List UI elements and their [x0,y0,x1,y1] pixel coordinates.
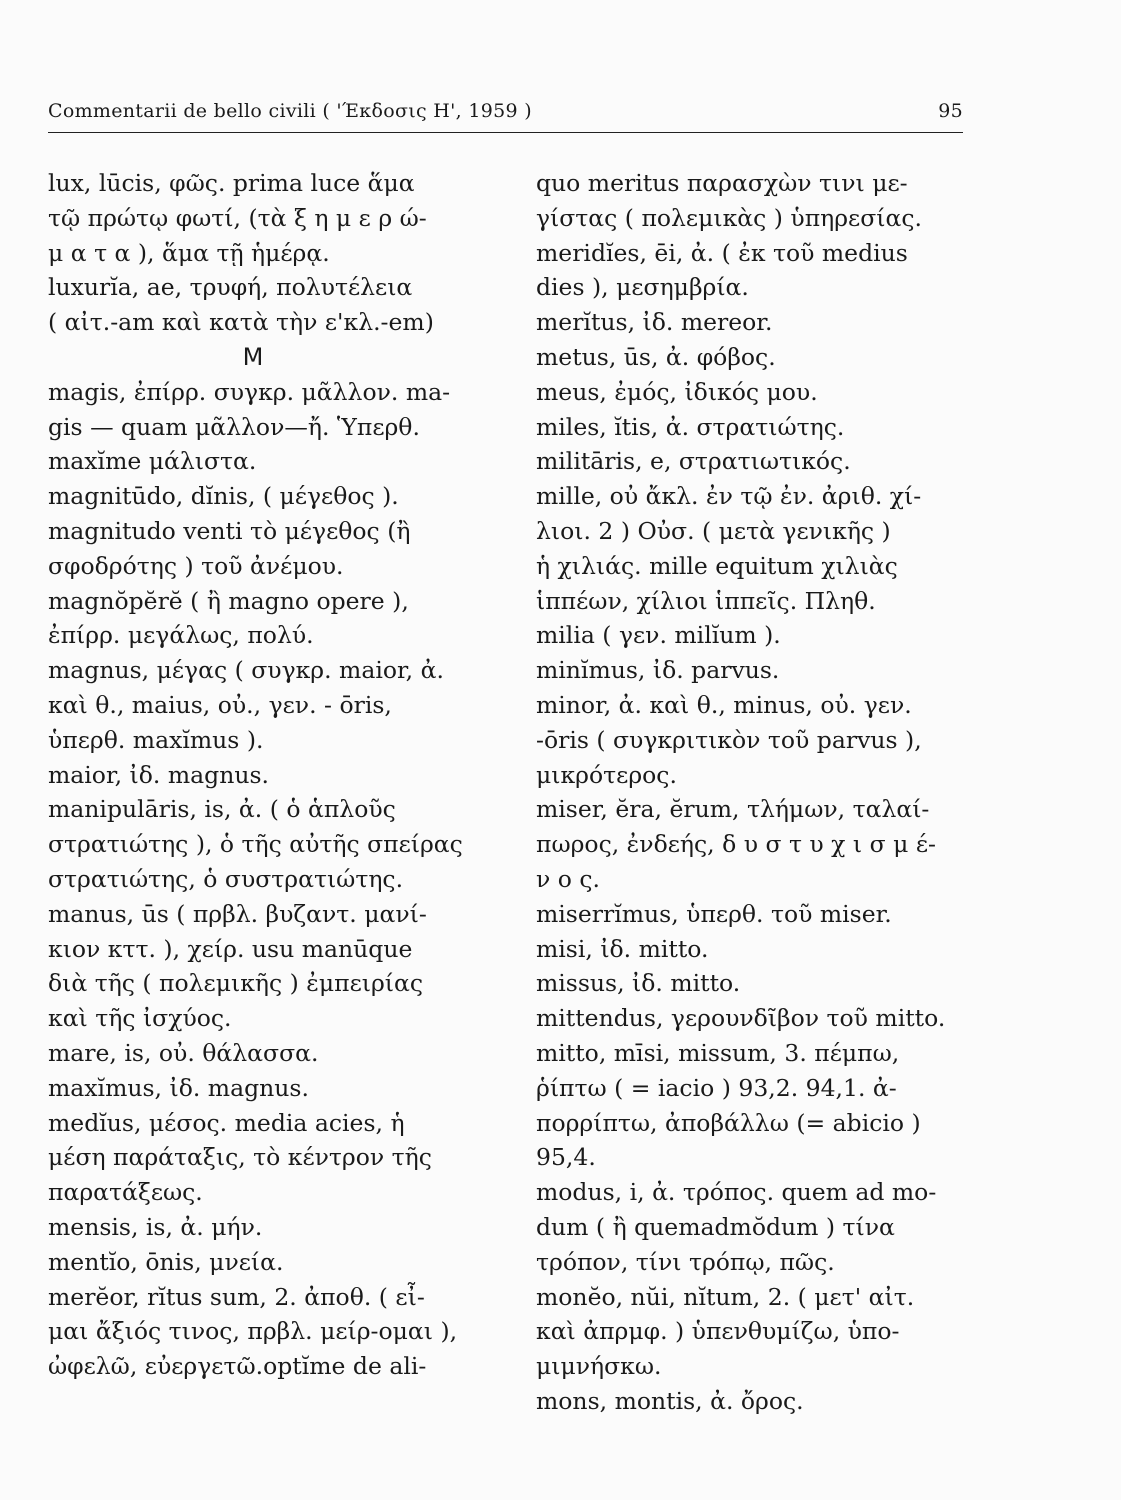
entry-line: στρατιώτης, ὁ συστρατιώτης. [48,864,404,893]
entry-line: ἡ χιλιάς. mille equitum χιλιὰς [536,551,898,580]
entry-line: mille, οὐ ἄκλ. ἐν τῷ ἐν. ἀριθ. χί- [536,482,922,511]
entry-line: missus, ἰδ. mitto. [536,969,741,998]
entry-line: magnitudo venti τὸ μέγεθος (ἢ [48,516,411,545]
section-letter: M [242,342,264,371]
entry-line: manipulāris, is, ἀ. ( ὁ ἁπλοῦς [48,795,396,824]
page-number: 95 [938,100,963,122]
entry-line: quo meritus παρασχὼν τινι με- [536,169,908,197]
entry-line: dum ( ἢ quemadmŏdum ) τίνα [536,1212,895,1241]
entry-line: magis, ἐπίρρ. συγκρ. μᾶλλον. ma- [48,377,451,406]
entry-line: manus, ūs ( πρβλ. βυζαντ. μανί- [48,899,427,928]
entry-line: monĕo, nŭi, nĭtum, 2. ( μετ' αἰτ. [536,1282,915,1311]
entry-line: μαι ἄξιός τινος, πρβλ. μείρ-ομαι ), [48,1317,458,1346]
entry-line: mare, is, οὐ. θάλασσα. [48,1038,319,1067]
entry-line: τῷ πρώτῳ φωτί, (τὰ ξ η μ ε ρ ώ- [48,203,427,232]
entry-line: merĭtus, ἰδ. mereor. [536,308,773,337]
entry-line: gis — quam μᾶλλον—ἤ. Ὑπερθ. [48,412,420,441]
entry-line: mensis, is, ἀ. μήν. [48,1212,263,1241]
entry-line: maxĭmus, ἰδ. magnus. [48,1073,309,1102]
entry-line: medĭus, μέσος. media acies, ἡ [48,1108,405,1137]
entry-line: 95,4. [536,1143,596,1172]
entry-line: παρατάξεως. [48,1178,203,1207]
entry-line: στρατιώτης ), ὁ τῆς αὐτῆς σπείρας [48,830,463,859]
entry-line: misi, ἰδ. mitto. [536,934,709,963]
entry-line: merĕor, rĭtus sum, 2. ἀποθ. ( εἶ- [48,1282,425,1311]
entry-line: meus, ἐμός, ἰδικός μου. [536,377,818,406]
entry-line: ἐπίρρ. μεγάλως, πολύ. [48,621,314,650]
entry-line: καὶ θ., maius, οὐ., γεν. - ōris, [48,690,392,719]
right-column [536,166,966,1419]
entry-line: mitto, mīsi, missum, 3. πέμπω, [536,1038,900,1067]
entry-line: -ōris ( συγκριτικὸν τοῦ parvus ), [536,725,922,754]
entry-line: σφοδρότης ) τοῦ ἀνέμου. [48,551,344,580]
entry-line: mons, montis, ἀ. ὄρος. [536,1386,804,1415]
entry-line: πωρος, ἐνδεής, δ υ σ τ υ χ ι σ μ έ- [536,830,936,859]
entry-line: modus, i, ἀ. τρόπος. quem ad mo- [536,1178,937,1207]
entry-line: miser, ĕra, ĕrum, τλήμων, ταλαί- [536,795,930,824]
entry-line: maxĭme μάλιστα. [48,447,257,476]
entry-line: ὠφελῶ, εὐεργετῶ.optĭme de ali- [48,1352,427,1381]
entry-line: maior, ἰδ. magnus. [48,760,269,789]
entry-line: metus, ūs, ἀ. φόβος. [536,342,776,371]
entry-line: minĭmus, ἰδ. parvus. [536,656,780,685]
entry-line: ὑπερθ. maxĭmus ). [48,725,264,754]
entry-line: magnus, μέγας ( συγκρ. maior, ἀ. [48,656,444,685]
entry-line: ῥίπτω ( = iacio ) 93,2. 94,1. ἀ- [536,1073,897,1102]
entry-line: ( αἰτ.-am καὶ κατὰ τὴν ε'κλ.-em) [48,308,434,337]
entry-line: milia ( γεν. milĭum ). [536,621,781,650]
entry-line: μέση παράταξις, τὸ κέντρον τῆς [48,1143,432,1172]
entry-line: διὰ τῆς ( πολεμικῆς ) ἐμπειρίας [48,969,424,998]
entry-line: minor, ἀ. καὶ θ., minus, οὐ. γεν. [536,690,912,719]
entry-line: dies ), μεσημβρία. [536,273,749,302]
entry-line: lux, lūcis, φῶς. prima luce ἅμα [48,169,415,197]
entry-line: ν ο ς. [536,864,601,893]
entry-line: καὶ τῆς ἰσχύος. [48,1004,232,1033]
entry-line: mentĭo, ōnis, μνεία. [48,1247,284,1276]
entry-line: καὶ ἀπρμφ. ) ὑπενθυμίζω, ὑπο- [536,1317,900,1346]
entry-line: meridĭes, ēi, ἀ. ( ἐκ τοῦ medius [536,238,908,267]
entry-line: ἱππέων, χίλιοι ἱππεῖς. Πληθ. [536,586,876,615]
left-column [48,166,498,1384]
entry-line: miles, ĭtis, ἀ. στρατιώτης. [536,412,845,441]
running-header [48,96,963,133]
entry-line: magnitūdo, dĭnis, ( μέγεθος ). [48,482,399,511]
header-title: Commentarii de bello civili ( 'Έκδοσις Η', 1959 ) [48,100,532,122]
entry-line: γίστας ( πολεμικὰς ) ὑπηρεσίας. [536,203,922,232]
entry-line: μ α τ α ), ἅμα τῇ ἡμέρᾳ. [48,238,330,267]
entry-line: τρόπον, τίνι τρόπῳ, πῶς. [536,1247,835,1276]
entry-line: miserrĭmus, ὑπερθ. τοῦ miser. [536,899,892,928]
entry-line: militāris, e, στρατιωτικός. [536,447,851,476]
entry-line: magnŏpĕrĕ ( ἢ magno opere ), [48,586,409,615]
entry-line: μικρότερος. [536,760,677,789]
entry-line: μιμνήσκω. [536,1352,662,1381]
entry-line: mittendus, γερουνδῖβον τοῦ mitto. [536,1004,946,1033]
entry-line: κιον κττ. ), χείρ. usu manūque [48,934,413,963]
entry-line: λιοι. 2 ) Οὐσ. ( μετὰ γενικῆς ) [536,516,891,545]
entry-line: luxurĭa, ae, τρυφή, πολυτέλεια [48,273,413,302]
entry-line: πορρίπτω, ἀποβάλλω (= abicio ) [536,1108,921,1137]
